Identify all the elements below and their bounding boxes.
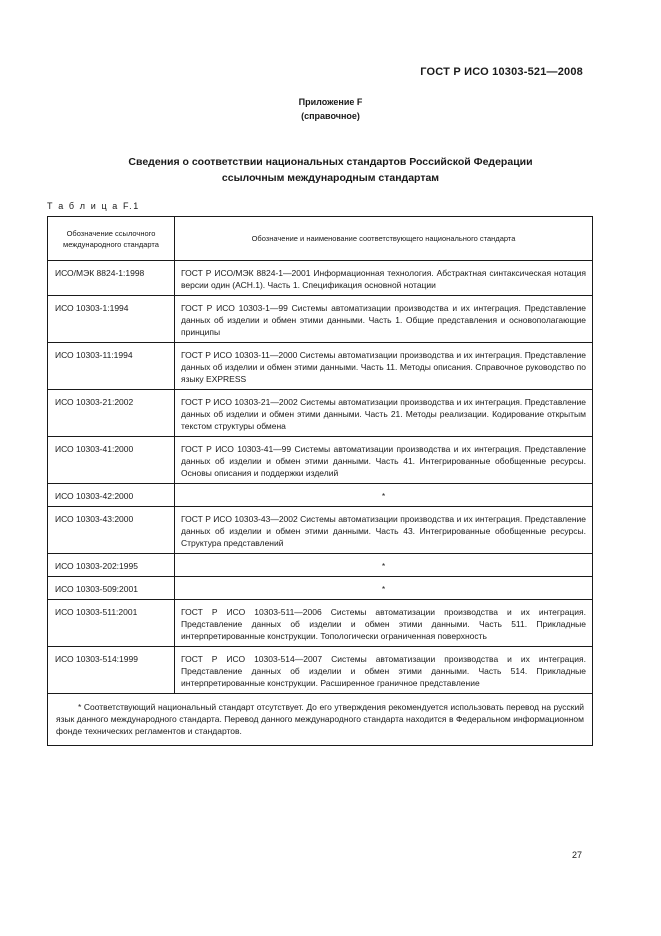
correspondence-table — [47, 216, 593, 746]
page-number: 27 — [572, 850, 583, 860]
reference-standard-cell: ИСО 10303-511:2001 — [48, 600, 175, 647]
header-national-standard: Обозначение и наименование соответствующего национального стандарта — [175, 217, 593, 261]
table-row — [48, 437, 593, 484]
reference-standard-cell: ИСО/МЭК 8824-1:1998 — [48, 261, 175, 296]
national-standard-cell: ГОСТ Р ИСО 10303-511—2006 Системы автоматизации производства и их интеграция. Представление данных об изделии и обмен этими данными. Часть 511. Прикладные интерпретированные конструкции. Топологически ограниченная поверхность — [175, 600, 593, 647]
national-standard-cell: ГОСТ Р ИСО 10303-1—99 Системы автоматизации производства и их интеграция. Представление данных об изделии и обмен этими данными. Часть 1. Общие представления и основополагающие принципы — [175, 296, 593, 343]
appendix-title-line-1: Сведения о соответствии национальных стандартов Российской Федерации — [128, 156, 533, 168]
header-reference-standard: Обозначение ссылочного международного стандарта — [48, 217, 175, 261]
table-row — [48, 647, 593, 694]
table-row — [48, 343, 593, 390]
table-row — [48, 554, 593, 577]
national-standard-cell: ГОСТ Р ИСО/МЭК 8824-1—2001 Информационная технология. Абстрактная синтаксическая нотация версии один (АСН.1). Часть 1. Спецификация основной нотации — [175, 261, 593, 296]
document-code: ГОСТ Р ИСО 10303-521—2008 — [420, 66, 583, 78]
table-footnote-row — [48, 694, 593, 746]
reference-standard-cell: ИСО 10303-514:1999 — [48, 647, 175, 694]
national-standard-cell: * — [175, 554, 593, 577]
appendix-label: Приложение F — [298, 97, 363, 107]
appendix-heading — [0, 95, 661, 123]
table-row — [48, 507, 593, 554]
reference-standard-cell: ИСО 10303-41:2000 — [48, 437, 175, 484]
national-standard-cell: ГОСТ Р ИСО 10303-43—2002 Системы автоматизации производства и их интеграция. Представление данных об изделии и обмен этими данными. Часть 43. Интегрированные обобщенные ресурсы. Структура представлений — [175, 507, 593, 554]
reference-standard-cell: ИСО 10303-11:1994 — [48, 343, 175, 390]
reference-standard-cell: ИСО 10303-21:2002 — [48, 390, 175, 437]
reference-standard-cell: ИСО 10303-1:1994 — [48, 296, 175, 343]
table-row — [48, 577, 593, 600]
national-standard-cell: ГОСТ Р ИСО 10303-11—2000 Системы автоматизации производства и их интеграция. Представление данных об изделии и обмен этими данными. Часть 11. Методы описания. Справочное руководство по языку EXPRESS — [175, 343, 593, 390]
appendix-title-line-2: ссылочным международным стандартам — [221, 172, 440, 184]
national-standard-cell: ГОСТ Р ИСО 10303-514—2007 Системы автоматизации производства и их интеграция. Представление данных об изделии и обмен этими данными. Часть 514. Прикладные интерпретированные конструкции. Расширенное граничное представление — [175, 647, 593, 694]
table-row — [48, 484, 593, 507]
table-row — [48, 600, 593, 647]
table-caption: Т а б л и ц а F.1 — [47, 201, 140, 211]
table-row — [48, 390, 593, 437]
table-row — [48, 296, 593, 343]
table-row — [48, 261, 593, 296]
table-header-row — [48, 217, 593, 261]
appendix-title — [0, 154, 661, 186]
national-standard-cell: ГОСТ Р ИСО 10303-21—2002 Системы автоматизации производства и их интеграция. Представление данных об изделии и обмен этими данными. Часть 21. Методы реализации. Кодирование открытым текстом структуры обмена — [175, 390, 593, 437]
national-standard-cell: * — [175, 484, 593, 507]
appendix-type: (справочное) — [301, 111, 360, 121]
national-standard-cell: ГОСТ Р ИСО 10303-41—99 Системы автоматизации производства и их интеграция. Представление данных об изделии и обмен этими данными. Часть 41. Интегрированные обобщенные ресурсы. Основы описания и поддержки изделий — [175, 437, 593, 484]
national-standard-cell: * — [175, 577, 593, 600]
reference-standard-cell: ИСО 10303-42:2000 — [48, 484, 175, 507]
reference-standard-cell: ИСО 10303-202:1995 — [48, 554, 175, 577]
reference-standard-cell: ИСО 10303-43:2000 — [48, 507, 175, 554]
reference-standard-cell: ИСО 10303-509:2001 — [48, 577, 175, 600]
table-footnote: * Соответствующий национальный стандарт отсутствует. До его утверждения рекомендуется использовать перевод на русский язык данного международного стандарта. Перевод данного международного стандарта находится в Федеральном информационном фонде технических регламентов и стандартов. — [48, 694, 593, 746]
